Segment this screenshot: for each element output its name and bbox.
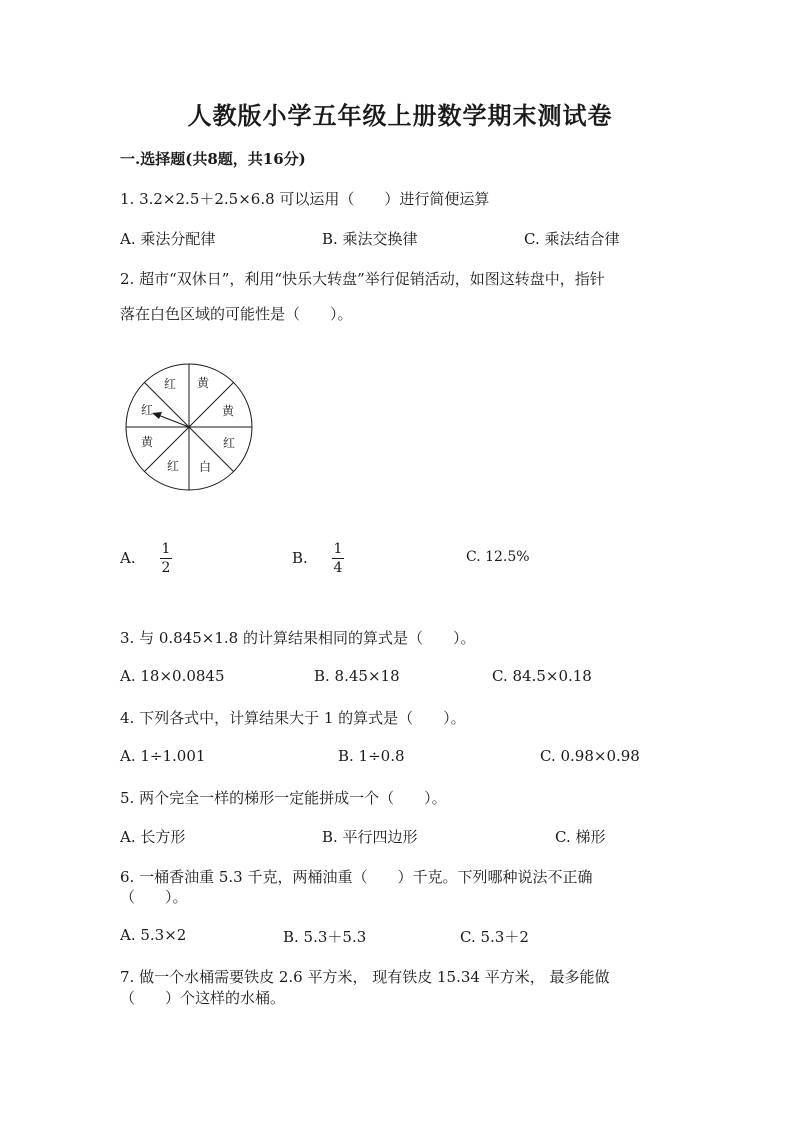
question-1-option-c: C. 乘法结合律 [524,230,620,248]
fraction-denominator: 4 [333,560,343,576]
question-1-option-b: B. 乘法交换律 [322,230,418,248]
question-6-option-b: B. 5.3＋5.3 [283,928,367,946]
fraction-numerator: 1 [333,541,343,557]
question-6-option-c: C. 5.3＋2 [460,928,529,946]
question-2-option-b-letter: B. [292,549,308,567]
fraction-bar [332,558,344,559]
question-7-stem-line-1: 7. 做一个水桶需要铁皮 2.6 平方米， 现有铁皮 15.34 平方米， 最多能做 [120,968,610,986]
question-3-option-a: A. 18×0.0845 [120,667,225,685]
question-3-stem: 3. 与 0.845×1.8 的计算结果相同的算式是（ ）。 [120,629,476,647]
question-4-option-b: B. 1÷0.8 [338,747,405,765]
question-6-stem-line-2: （ ）。 [120,888,188,906]
spinner-pointer [152,412,189,427]
wheel-label: 红 [163,377,177,391]
wheel-label: 红 [140,403,154,417]
question-5-option-c: C. 梯形 [555,828,606,846]
question-2-option-c: C. 12.5% [466,549,530,565]
fraction-denominator: 2 [161,560,171,576]
question-4-option-c: C. 0.98×0.98 [540,747,640,765]
spinner-wheel-figure [122,360,258,494]
question-1-option-a: A. 乘法分配律 [120,230,216,248]
question-6-stem-line-1: 6. 一桶香油重 5.3 千克，两桶油重（ ）千克。下列哪种说法不正确 [120,868,593,886]
question-5-stem: 5. 两个完全一样的梯形一定能拼成一个（ ）。 [120,789,447,807]
fraction-bar [160,558,172,559]
question-3-option-b: B. 8.45×18 [314,667,400,685]
wheel-label: 黄 [196,376,210,390]
question-2-option-a-letter: A. [120,549,136,567]
wheel-label: 黄 [140,435,154,449]
question-2-option-a-fraction [160,541,172,576]
question-1-stem: 1. 3.2×2.5＋2.5×6.8 可以运用（ ）进行简便运算 [120,190,490,208]
fraction-numerator: 1 [161,541,171,557]
wheel-label: 红 [222,436,236,450]
question-6-option-a: A. 5.3×2 [120,926,187,944]
question-7-stem-line-2: （ ）个这样的水桶。 [120,989,286,1007]
section-heading: 一.选择题(共8题，共16分) [120,150,306,168]
wheel-label: 白 [198,460,212,474]
question-4-stem: 4. 下列各式中，计算结果大于 1 的算式是（ ）。 [120,709,466,727]
wheel-label: 黄 [221,404,235,418]
page-title: 人教版小学五年级上册数学期末测试卷 [187,101,613,130]
question-4-option-a: A. 1÷1.001 [120,747,206,765]
question-3-option-c: C. 84.5×0.18 [492,667,592,685]
question-2-option-b-fraction [332,541,344,576]
question-5-option-b: B. 平行四边形 [322,828,418,846]
question-5-option-a: A. 长方形 [120,828,186,846]
question-2-stem-line-2: 落在白色区域的可能性是（ ）。 [120,305,353,323]
question-2-stem-line-1: 2. 超市“双休日”，利用“快乐大转盘”举行促销活动，如图这转盘中，指针 [120,270,605,288]
wheel-label: 红 [166,459,180,473]
